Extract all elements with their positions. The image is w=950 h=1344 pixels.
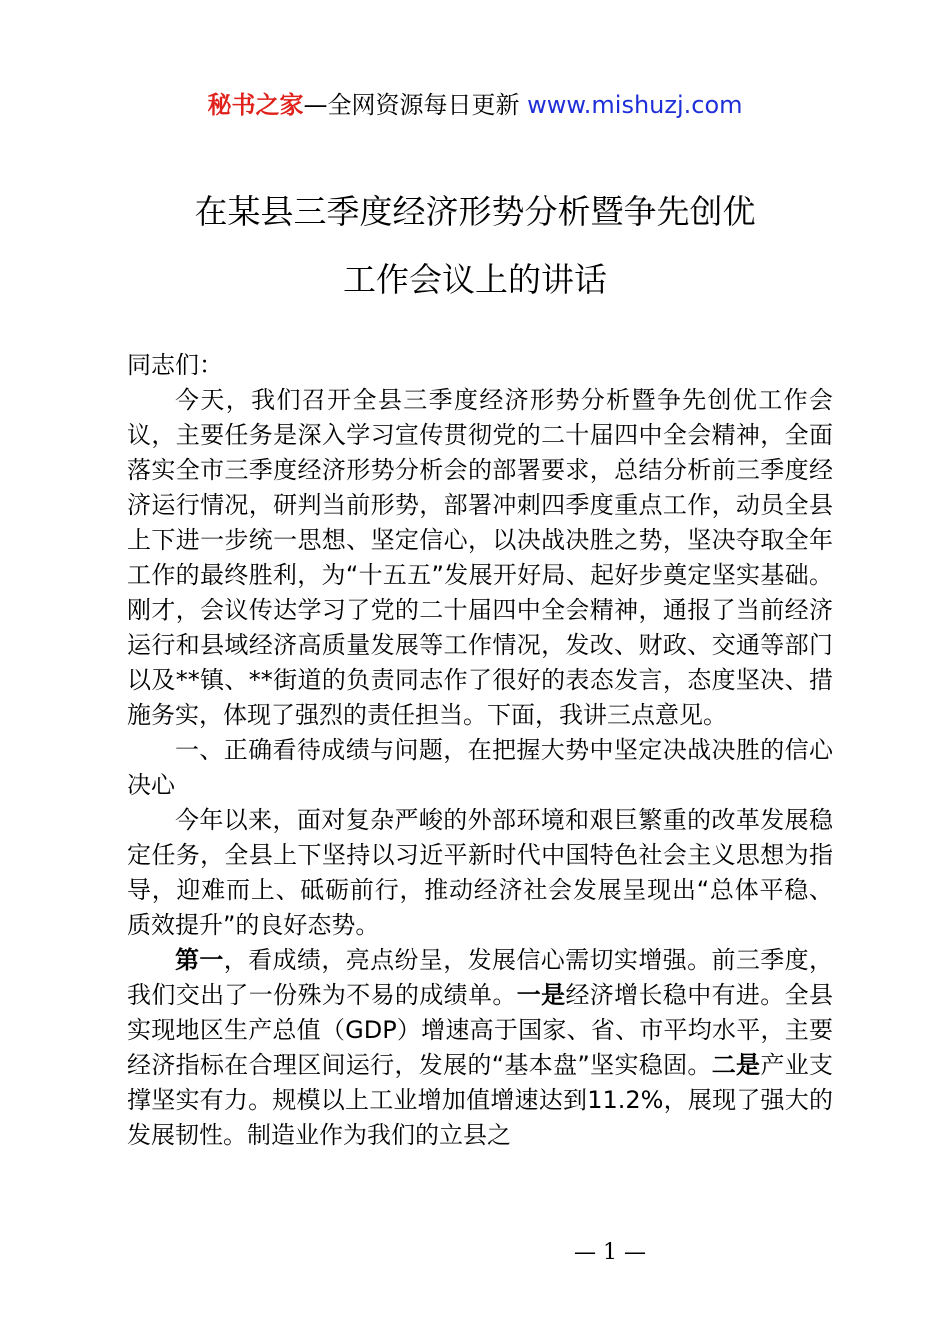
site-url-link[interactable]: www.mishuzj.com <box>527 91 743 119</box>
achievements-text-a: ，看成绩，亮点纷呈，发展信心需切实增强。前三季度，我们交出了一份殊为不易的成绩单。 <box>127 946 834 1009</box>
header-dash: — <box>303 91 328 119</box>
site-header <box>0 88 950 122</box>
emphasis-first: 第一 <box>175 946 224 974</box>
achievements-text-c: 产业支撑坚实有力。规模以上工业增加值增速达到11.2%，展现了强大的发展韧性。制造业作为我们的立县之 <box>127 1051 834 1149</box>
document-title-line-1: 在某县三季度经济形势分析暨争先创优 <box>194 192 756 231</box>
header-tagline: 全网资源每日更新 <box>327 91 528 119</box>
document-title-line-2: 工作会议上的讲话 <box>343 260 607 299</box>
paragraph-intro: 今天，我们召开全县三季度经济形势分析暨争先创优工作会议，主要任务是深入学习宣传贯彻党的二十届四中全会精神，全面落实全市三季度经济形势分析会的部署要求，总结分析前三季度经济运行情况，研判当前形势，部署冲刺四季度重点工作，动员全县上下进一步统一思想、坚定信心，以决战决胜之势，坚决夺取全年工作的最终胜利，为“十五五”发展开好局、起好步奠定坚实基础。刚才，会议传达学习了党的二十届四中全会精神，通报了当前经济运行和县域经济高质量发展等工作情况，发改、财政、交通等部门以及**镇、**街道的负责同志作了很好的表态发言，态度坚决、措施务实，体现了强烈的责任担当。下面，我讲三点意见。 <box>127 386 833 729</box>
site-brand: 秘书之家 <box>207 91 304 119</box>
document-body <box>127 348 833 1153</box>
achievements-text-b: 经济增长稳中有进。全县实现地区生产总值（GDP）增速高于国家、省、市平均水平，主要经济指标在合理区间运行，发展的“基本盘”坚实稳固。 <box>127 981 834 1079</box>
emphasis-two: 二是 <box>711 1051 761 1079</box>
emphasis-one: 一是 <box>516 981 566 1009</box>
paragraph-overview: 今年以来，面对复杂严峻的外部环境和艰巨繁重的改革发展稳定任务，全县上下坚持以习近平新时代中国特色社会主义思想为指导，迎难而上、砥砺前行，推动经济社会发展呈现出“总体平稳、质效提升”的良好态势。 <box>127 806 833 939</box>
salutation: 同志们： <box>127 351 223 379</box>
paragraph-achievements <box>127 943 833 1153</box>
page-number: — 1 — <box>574 1240 646 1265</box>
section-heading-1: 一、正确看待成绩与问题，在把握大势中坚定决战决胜的信心决心 <box>127 736 833 799</box>
